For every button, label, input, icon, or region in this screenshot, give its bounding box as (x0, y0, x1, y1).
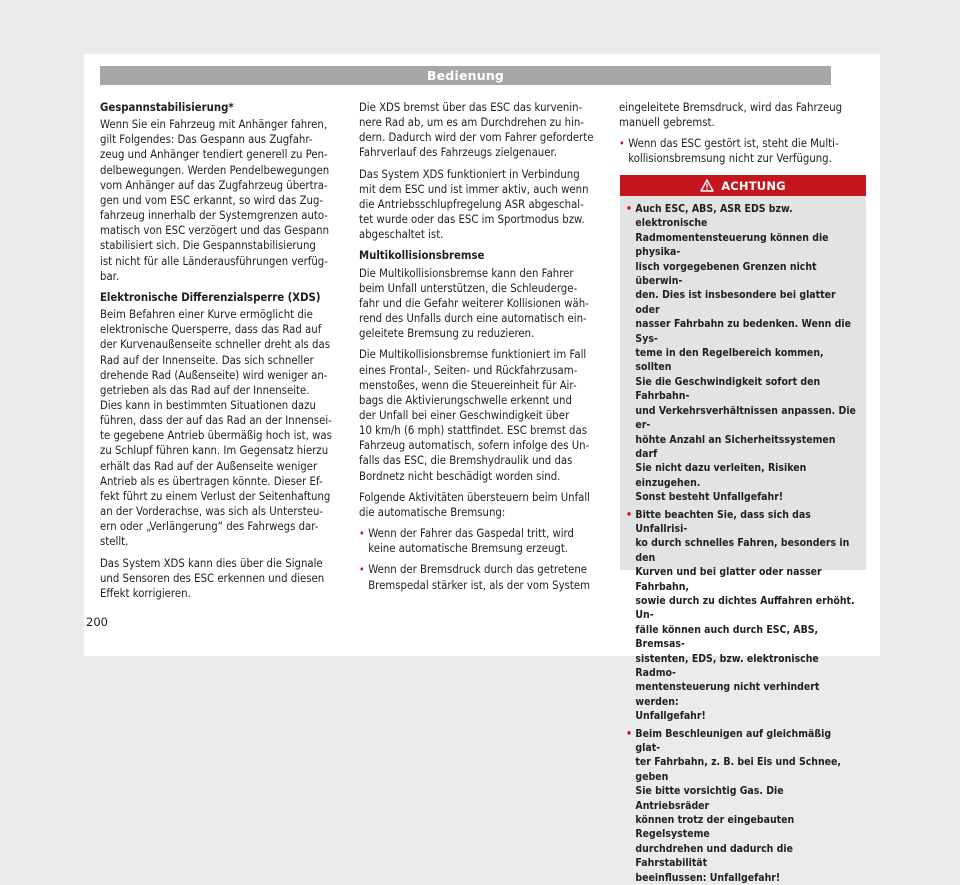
heading-gespannstabilisierung: Gespannstabilisierung* (100, 100, 234, 114)
warning-text-limits: Auch ESC, ABS, ASR EDS bzw. elektronische Radmomentensteuerung können die physika- lisch vorgegebenen Grenzen nicht überwin- den. Dies ist insbesondere bei glatter oder nasser Fahrbahn zu bedenken. Wenn die Sys- teme in den Regelbereich kommen, sollten Sie die Geschwindigkeit sofort den Fahrbahn- und Verkehrsverhältnissen anpassen. Die er- höhte Anzahl an Sicherheitssystemen darf Sie nicht dazu verleiten, Risiken einzugehen. Sonst besteht Unfallgefahr! (635, 202, 856, 504)
bullet-text-gaspedal: Wenn der Fahrer das Gaspedal tritt, wird keine automatische Bremsung erzeugt. (368, 526, 574, 556)
paragraph-override-intro: Folgende Aktivitäten übersteuern beim Unfall die automatische Bremsung: (359, 489, 591, 519)
paragraph-xds-correction: Das System XDS kann dies über die Signale und Sensoren des ESC erkennen und diesen Effekt korrigieren. (100, 555, 325, 600)
warning-text-speed: Bitte beachten Sie, dass sich das Unfallrisi- ko durch schnelles Fahren, besonders in den Kurven und bei glatter oder nasser Fahrbahn, sowie durch zu dichtes Auffahren erhöht. Un- fälle können auch durch ESC, ABS, Bremsas- sistenten, EDS, bzw. elektronische Radmo- mentensteuerung nicht verhindert werden: Unfallgefahr! (635, 507, 855, 723)
bullet-text-bremsdruck: Wenn der Bremsdruck durch das getretene Bremspedal stärker ist, als der vom System (368, 562, 590, 592)
paragraph-bremsdruck-continued: eingeleitete Bremsdruck, wird das Fahrzeug manuell gebremst. (619, 100, 843, 130)
warning-text-acceleration: Beim Beschleunigen auf gleichmäßig glat- ter Fahrbahn, z. B. bei Eis und Schnee, geben Sie bitte vorsichtig Gas. Die Antriebsräder können trotz der eingebauten Regelsysteme durchdrehen und dadurch die Fahrstabilität beeinflussen: Unfallgefahr! (635, 726, 842, 884)
list-item (359, 526, 646, 556)
bullet-icon: • (625, 726, 632, 740)
heading-xds: Elektronische Differenzialsperre (XDS) (100, 289, 321, 304)
warning-header (620, 175, 866, 196)
bullet-icon: • (625, 507, 632, 521)
heading-multikollisionsbremse: Multikollisionsbremse (359, 248, 485, 263)
warning-body (620, 196, 859, 885)
list-item (359, 562, 646, 592)
warning-title: ACHTUNG (721, 178, 786, 193)
list-item (626, 727, 859, 885)
column-middle (359, 100, 646, 599)
list-item (619, 136, 869, 166)
bullet-icon: • (625, 202, 632, 215)
paragraph-gespann: Wenn Sie ein Fahrzeug mit Anhänger fahren, gilt Folgendes: Das Gespann aus Zugfahr- zeug und Anhänger tendiert generell zu Pen- delbewegungen. Werden Pendelbewegungen vom Anhänger auf das Zugfahrzeug übertra- gen und vom ESC erkannt, so wird das Zug- fahrzeug innerhalb der Systemgrenzen auto- matisch von ESC verzögert und das Gespann stabilisiert sich. Die Gespannstabilisierung ist nicht für alle Länderausführungen verfüg- bar. (100, 117, 330, 283)
paragraph-multikollision-function: Die Multikollisionsbremse funktioniert im Fall eines Frontal-, Seiten- und Rückfahrzusam- menstoßes, wenn die Steuereinheit für Air- bags die Aktivierungschwelle erkennt und der Unfall bei einer Geschwindigkeit über 10 km/h (6 mph) stattfindet. ESC bremst das Fahrzeug automatisch, sofern infolge des Un- falls das ESC, die Bremshydraulik und das Bordnetz nicht beschädigt worden sind. (359, 347, 590, 483)
paragraph-xds-brake: Die XDS bremst über das ESC das kurvenin- nere Rad ab, um es am Durchdrehen zu hin- dern. Dadurch wird der vom Fahrer geforderte Fahrverlauf des Fahrzeugs zielgenauer. (359, 100, 594, 160)
bullet-icon: • (359, 563, 365, 577)
paragraph-xds-active: Das System XDS funktioniert in Verbindung mit dem ESC und ist immer aktiv, auch wenn die Antriebsschlupfregelung ASR abgeschal- tet wurde oder das ESC im Sportmodus bzw. abgeschaltet ist. (359, 166, 589, 242)
warning-triangle-icon (700, 179, 714, 192)
warning-box (620, 175, 866, 884)
paragraph-xds-intro: Beim Befahren einer Kurve ermöglicht die elektronische Quersperre, dass das Rad auf der Kurvenaußenseite schneller dreht als das Rad auf der Innenseite. Das sich schneller drehende Rad (Außenseite) wird weniger an- getrieben als das Rad auf der Innenseite. Dies kann in bestimmten Situationen dazu führen, dass der auf das Rad an der Innensei- te gegebene Antrieb übermäßig hoch ist, was zu Schlupf führen kann. Im Gegensatz hierzu erhält das Rad auf der Außenseite weniger Antrieb als es übertragen könnte. Dieser Ef- fekt führt zu einem Verlust der Seitenhaftung an der Vorderachse, was sich als Untersteu- ern oder „Verlängerung“ des Fahrwegs dar- stellt. (100, 307, 332, 549)
section-header: Bedienung (100, 66, 831, 85)
list-item (626, 202, 859, 505)
bullet-icon: • (359, 527, 365, 541)
bullet-icon: • (619, 137, 625, 151)
list-item (626, 508, 859, 724)
paragraph-multikollision-intro: Die Multikollisionsbremse kann den Fahrer beim Unfall unterstützen, die Schleuderge- fahr und die Gefahr weiterer Kollisionen wäh- rend des Unfalls durch eine automatisch ein- geleitete Bremsung zu reduzieren. (359, 265, 589, 341)
column-left (100, 100, 387, 607)
bullet-text-esc-gestoert: Wenn das ESC gestört ist, steht die Multi- kollisionsbremsung nicht zur Verfügung. (628, 136, 839, 166)
page-number: 200 (86, 615, 108, 629)
column-right (619, 100, 869, 173)
